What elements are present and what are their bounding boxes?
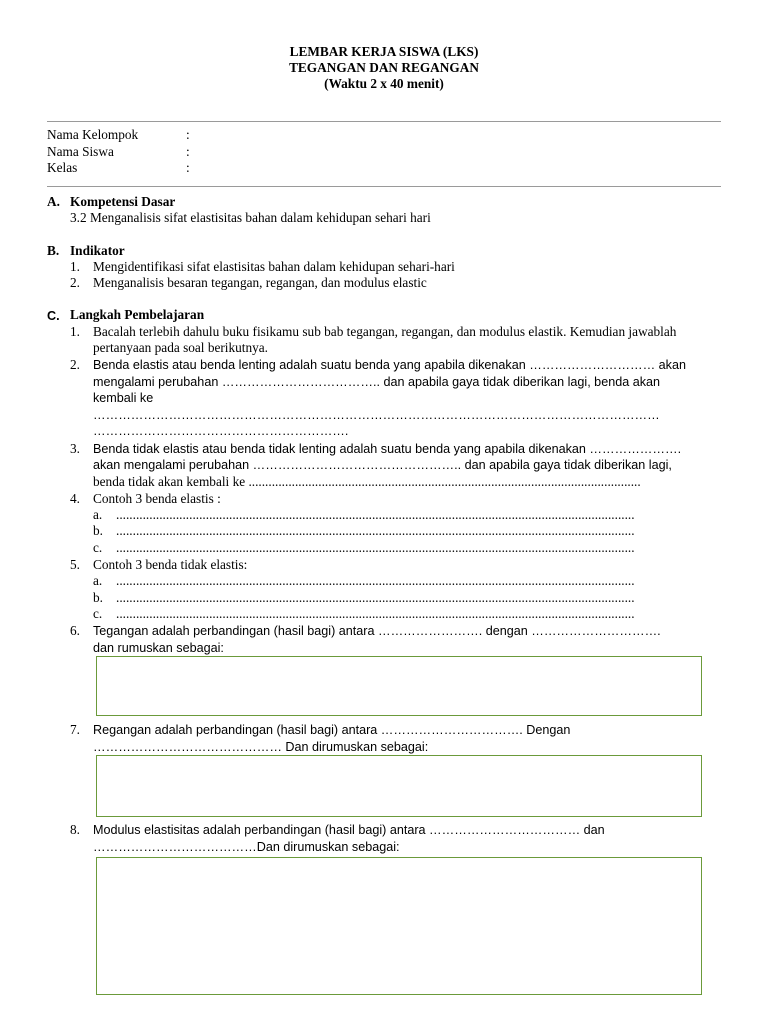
question-7-line: Regangan adalah perbandingan (hasil bagi) antara ……………………………. Dengan <box>93 723 571 737</box>
question-3-num: 3. <box>70 441 80 456</box>
list-letter: c. <box>93 606 103 621</box>
question-6-num: 6. <box>70 623 80 638</box>
answer-dots: ............................................................................................................................................................ <box>116 507 635 522</box>
section-c-marker: C. <box>47 309 60 323</box>
identity-colon: : <box>186 160 190 175</box>
indicator-num: 1. <box>70 259 80 274</box>
section-c-title: Langkah Pembelajaran <box>70 307 205 322</box>
question-1-line: Bacalah terlebih dahulu buku fisikamu sub bab tegangan, regangan, dan modulus elastik. Kemudian jawablah <box>93 324 677 339</box>
section-a-text: 3.2 Menganalisis sifat elastisitas bahan dalam kehidupan sehari hari <box>70 210 431 225</box>
question-2-line: kembali ke <box>93 391 154 405</box>
question-6-line: dan rumuskan sebagai: <box>93 641 224 655</box>
indicator-num: 2. <box>70 275 80 290</box>
top-rule <box>47 121 721 122</box>
answer-box-regangan[interactable] <box>96 755 702 817</box>
list-letter: b. <box>93 523 103 538</box>
question-6-line: Tegangan adalah perbandingan (hasil bagi) antara ……………………. dengan …………………………. <box>93 624 661 638</box>
section-b-title: Indikator <box>70 243 125 258</box>
title-line-2: TEGANGAN DAN REGANGAN <box>289 60 479 75</box>
list-letter: a. <box>93 573 103 588</box>
question-4-title: Contoh 3 benda elastis : <box>93 491 221 506</box>
identity-label-class: Kelas <box>47 160 78 175</box>
answer-dots: ............................................................................................................................................................ <box>116 606 635 621</box>
question-2-line: mengalami perubahan ……………………………….. dan apabila gaya tidak diberikan lagi, benda akan <box>93 375 661 389</box>
section-a-title: Kompetensi Dasar <box>70 194 176 209</box>
question-5-num: 5. <box>70 557 80 572</box>
section-a-marker: A. <box>47 194 60 209</box>
question-7-line: ……………………………………… Dan dirumuskan sebagai: <box>93 740 429 754</box>
list-letter: a. <box>93 507 103 522</box>
list-letter: c. <box>93 540 103 555</box>
question-1-line: pertanyaan pada soal berikutnya. <box>93 340 269 355</box>
question-2-answer-line: ……………………………………………………………………………………………………………………… <box>93 408 660 422</box>
question-7-num: 7. <box>70 722 80 737</box>
list-letter: b. <box>93 590 103 605</box>
answer-dots: ............................................................................................................................................................ <box>116 573 635 588</box>
identity-rule <box>47 186 721 187</box>
question-5-title: Contoh 3 benda tidak elastis: <box>93 557 248 572</box>
answer-box-modulus[interactable] <box>96 857 702 995</box>
question-1-num: 1. <box>70 324 80 339</box>
answer-dots: ............................................................................................................................................................ <box>116 540 635 555</box>
identity-colon: : <box>186 127 190 142</box>
answer-dots: ............................................................................................................................................................ <box>116 523 635 538</box>
question-2-answer-line: ……………………………………………………. <box>93 424 349 438</box>
identity-colon: : <box>186 144 190 159</box>
indicator-text: Menganalisis besaran tegangan, regangan, dan modulus elastic <box>93 275 427 290</box>
question-2-line: Benda elastis atau benda lenting adalah suatu benda yang apabila dikenakan ………………………… akan <box>93 358 686 372</box>
question-8-line: …………………………………Dan dirumuskan sebagai: <box>93 840 400 854</box>
identity-label-name: Nama Siswa <box>47 144 114 159</box>
question-2-num: 2. <box>70 357 80 372</box>
indicator-text: Mengidentifikasi sifat elastisitas bahan dalam kehidupan sehari-hari <box>93 259 455 274</box>
question-3-line: Benda tidak elastis atau benda tidak lenting adalah suatu benda yang apabila dikenakan …………………. <box>93 442 682 456</box>
question-8-num: 8. <box>70 822 80 837</box>
section-b-marker: B. <box>47 243 60 258</box>
question-3-line: benda tidak akan kembali ke ...................................................................................................................... <box>93 474 641 489</box>
answer-dots: ............................................................................................................................................................ <box>116 590 635 605</box>
identity-label-group: Nama Kelompok <box>47 127 139 142</box>
question-8-line: Modulus elastisitas adalah perbandingan (hasil bagi) antara ……………………………… dan <box>93 823 605 837</box>
title-line-1: LEMBAR KERJA SISWA (LKS) <box>289 44 479 59</box>
title-line-3: (Waktu 2 x 40 menit) <box>324 76 444 91</box>
question-3-line: akan mengalami perubahan ………………………………………….. dan apabila gaya tidak diberikan lagi, <box>93 458 672 472</box>
answer-box-tegangan[interactable] <box>96 656 702 716</box>
question-4-num: 4. <box>70 491 80 506</box>
